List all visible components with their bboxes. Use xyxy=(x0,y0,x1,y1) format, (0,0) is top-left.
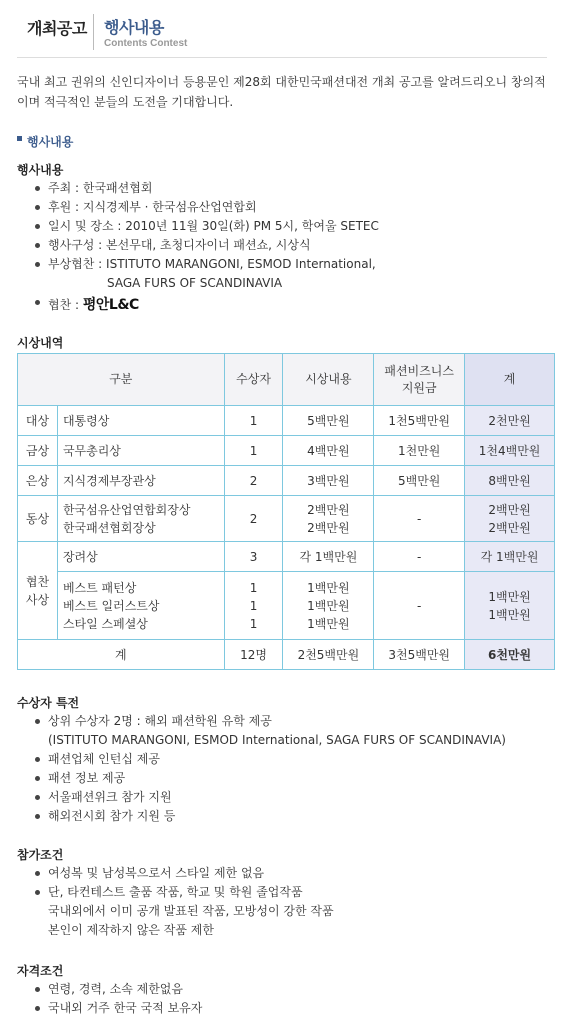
event-heading: 행사내용 xyxy=(17,163,64,177)
benefits-list xyxy=(33,712,506,826)
row-name: 장려상 xyxy=(57,542,224,572)
sum-count: 12명 xyxy=(224,640,283,670)
row-total: 각 1백만원 xyxy=(465,542,555,572)
event-program: 행사구성 : 본선무대, 초청디자이너 패션쇼, 시상식 xyxy=(33,236,379,255)
conditions-list xyxy=(33,864,334,940)
eligibility-heading: 자격조건 xyxy=(17,964,64,978)
benefit-item: 서울패션위크 참가 지원 xyxy=(33,788,506,807)
row-total: 8백만원 xyxy=(465,466,555,496)
row-support: - xyxy=(374,572,465,640)
row-group: 협찬 사상 xyxy=(18,542,58,640)
page-subtitle: Contents Contest xyxy=(104,38,188,49)
page-header xyxy=(27,14,547,54)
benefits-heading: 수상자 특전 xyxy=(17,696,80,710)
header-divider xyxy=(93,14,94,50)
benefit-item: 패션 정보 제공 xyxy=(33,769,506,788)
header-rule xyxy=(17,57,547,58)
row-support: 1천5백만원 xyxy=(374,406,465,436)
event-prize-sponsor-cont: SAGA FURS OF SCANDINAVIA xyxy=(107,276,283,290)
row-count: 1 xyxy=(224,436,283,466)
event-prize-sponsor: 부상협찬 : ISTITUTO MARANGONI, ESMOD International, xyxy=(33,255,379,274)
event-support: 후원 : 지식경제부 · 한국섬유산업연합회 xyxy=(33,198,379,217)
eligibility-item: 국내외 거주 한국 국적 보유자 xyxy=(33,999,202,1018)
row-name: 대통령상 xyxy=(57,406,224,436)
table-row xyxy=(18,466,555,496)
section-label: 개최공고 xyxy=(27,19,87,38)
row-prize: 3백만원 xyxy=(283,466,374,496)
row-total: 2백만원 2백만원 xyxy=(465,496,555,542)
col-count: 수상자 xyxy=(224,354,283,406)
table-row xyxy=(18,542,555,572)
sum-total: 6천만원 xyxy=(465,640,555,670)
row-name: 베스트 패턴상 베스트 일러스트상 스타일 스페셜상 xyxy=(57,572,224,640)
table-row xyxy=(18,572,555,640)
row-prize: 5백만원 xyxy=(283,406,374,436)
row-count: 1 xyxy=(224,406,283,436)
row-group: 동상 xyxy=(18,496,58,542)
row-support: 1천만원 xyxy=(374,436,465,466)
eligibility-item: 연령, 경력, 소속 제한없음 xyxy=(33,980,202,999)
benefit-item-cont: (ISTITUTO MARANGONI, ESMOD International, SAGA FURS OF SCANDINAVIA) xyxy=(48,733,506,747)
row-total: 1백만원 1백만원 xyxy=(465,572,555,640)
sum-support: 3천5백만원 xyxy=(374,640,465,670)
row-prize: 4백만원 xyxy=(283,436,374,466)
sum-prize: 2천5백만원 xyxy=(283,640,374,670)
row-group: 금상 xyxy=(18,436,58,466)
awards-heading: 시상내역 xyxy=(17,336,64,350)
col-support: 패션비즈니스 지원금 xyxy=(374,354,465,406)
benefit-item: 상위 수상자 2명 : 해외 패션학원 유학 제공 xyxy=(33,712,506,731)
row-name: 한국섬유산업연합회장상 한국패션협회장상 xyxy=(57,496,224,542)
row-support: 5백만원 xyxy=(374,466,465,496)
awards-table xyxy=(17,353,555,670)
conditions-heading: 참가조건 xyxy=(17,848,64,862)
col-total: 계 xyxy=(465,354,555,406)
row-total: 1천4백만원 xyxy=(465,436,555,466)
row-name: 지식경제부장관상 xyxy=(57,466,224,496)
table-header-row xyxy=(18,354,555,406)
sponsor-label: 협찬 : xyxy=(48,298,80,312)
row-group: 대상 xyxy=(18,406,58,436)
row-count: 2 xyxy=(224,466,283,496)
row-total: 2천만원 xyxy=(465,406,555,436)
condition-item-cont: 본인이 제작하지 않은 작품 제한 xyxy=(48,923,214,937)
row-count: 1 1 1 xyxy=(224,572,283,640)
col-prize: 시상내용 xyxy=(283,354,374,406)
event-host: 주최 : 한국패션협회 xyxy=(33,179,379,198)
row-count: 2 xyxy=(224,496,283,542)
table-row xyxy=(18,496,555,542)
table-sum-row xyxy=(18,640,555,670)
row-support: - xyxy=(374,496,465,542)
row-prize: 각 1백만원 xyxy=(283,542,374,572)
col-category: 구분 xyxy=(18,354,225,406)
sponsor-logo: 평안L&C xyxy=(82,297,139,313)
event-datetime: 일시 및 장소 : 2010년 11월 30일(화) PM 5시, 학여울 SETEC xyxy=(33,217,379,236)
row-count: 3 xyxy=(224,542,283,572)
condition-item: 단, 타컨테스트 출품 작품, 학교 및 학원 졸업작품 xyxy=(33,883,334,902)
table-row xyxy=(18,406,555,436)
row-support: - xyxy=(374,542,465,572)
row-prize: 1백만원 1백만원 1백만원 xyxy=(283,572,374,640)
event-sponsor xyxy=(33,293,379,317)
content-subtitle: 행사내용 xyxy=(17,133,73,150)
intro-text: 국내 최고 권위의 신인디자이너 등용문인 제28회 대한민국패션대전 개최 공고를 알려드리오니 창의적이며 적극적인 분들의 도전을 기대합니다. xyxy=(17,75,546,109)
benefit-item: 해외전시회 참가 지원 등 xyxy=(33,807,506,826)
page-title: 행사내용 xyxy=(104,18,164,37)
condition-item: 여성복 및 남성복으로서 스타일 제한 없음 xyxy=(33,864,334,883)
row-group: 은상 xyxy=(18,466,58,496)
sum-label: 계 xyxy=(18,640,225,670)
event-list xyxy=(33,179,379,317)
condition-item-cont: 국내외에서 이미 공개 발표된 작품, 모방성이 강한 작품 xyxy=(48,904,334,918)
table-row xyxy=(18,436,555,466)
benefit-item: 패션업체 인턴십 제공 xyxy=(33,750,506,769)
row-name: 국무총리상 xyxy=(57,436,224,466)
eligibility-list xyxy=(33,980,202,1018)
row-prize: 2백만원 2백만원 xyxy=(283,496,374,542)
